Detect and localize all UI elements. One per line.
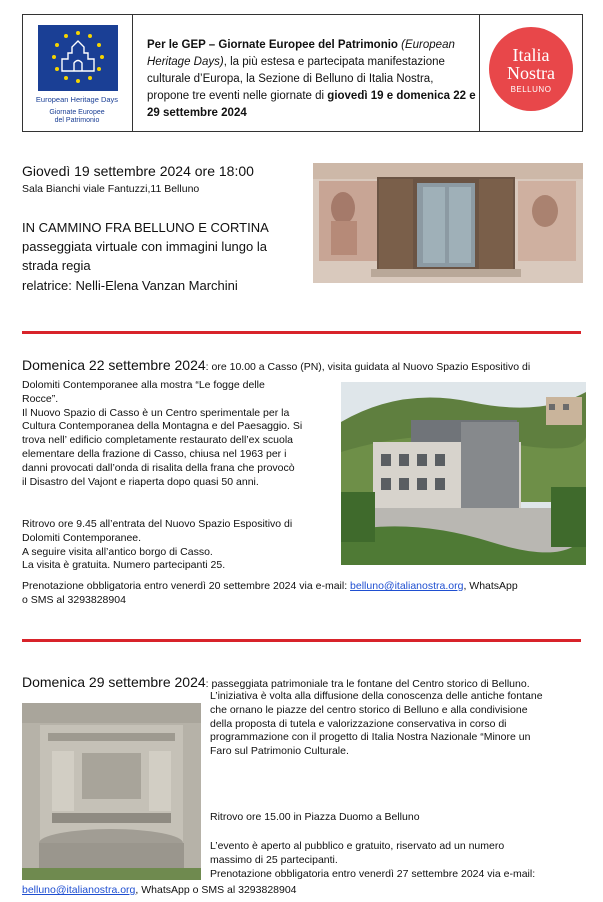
event2-email-link[interactable]: belluno@italianostra.org — [350, 580, 464, 592]
event2-line: danni provocati dall’onda di risalita della frana che provocò — [22, 461, 295, 474]
event1-subtitle-line2: strada regia — [22, 258, 91, 273]
event3-description — [210, 690, 590, 759]
section-divider-2 — [22, 639, 581, 642]
intro-bold-lead: Per le GEP – Giornate Europee del Patrimonio — [147, 39, 398, 51]
logo-text-italia: Italia — [512, 45, 550, 65]
event2-date: Domenica 22 settembre 2024 — [22, 357, 206, 373]
event3-booking: Prenotazione obbligatoria entro venerdì 27 settembre 2024 via e-mail: — [210, 868, 536, 880]
event3-email-link[interactable]: belluno@italianostra.org — [22, 884, 136, 896]
event3-line: programmazione con il progetto di Italia Nostra Nazionale “Minore un — [210, 731, 531, 744]
event2-line: Cultura Contemporanea della Montagna e del Paesaggio. Si — [22, 420, 303, 433]
event3-contact-tail: , WhatsApp o SMS al 3293828904 — [135, 884, 297, 896]
eu-caption-italian-1: Giornate Europee — [49, 109, 105, 116]
section-divider-1 — [22, 331, 581, 334]
european-heritage-days-logo — [38, 25, 118, 91]
header-box — [22, 14, 583, 132]
header-divider-left — [132, 15, 133, 131]
intro-italic: (European Heritage Days) — [147, 39, 455, 68]
logo-text-belluno: BELLUNO — [510, 85, 552, 94]
event2-booking-tail: , WhatsApp — [463, 580, 518, 592]
event2-meet-line: Dolomiti Contemporanee. — [22, 531, 142, 544]
event3-line: L’iniziativa è volta alla diffusione della conoscenza delle antiche fontane — [210, 690, 543, 702]
event2-meet-line: Ritrovo ore 9.45 all’entrata del Nuovo Spazio Espositivo di — [22, 518, 293, 530]
event2-line: il Disastro del Vajont e riaperta dopo quasi 50 anni. — [22, 475, 259, 488]
intro-bold-dates: giovedì 19 e domenica 22 e 29 settembre 2024 — [147, 90, 476, 119]
event2-line: trova nell’ edificio completamente restaurato dell’ex scuola — [22, 434, 294, 447]
event2-line: elementare della frazione di Casso, chiusa nel 1963 per i — [22, 447, 287, 460]
eu-caption-english: European Heritage Days — [35, 95, 119, 104]
event2-line: Il Nuovo Spazio di Casso è un Centro sperimentale per la — [22, 406, 290, 419]
event2-casso-building-photo — [341, 382, 586, 565]
event3-line: Faro sul Patrimonio Culturale. — [210, 745, 349, 758]
logo-text-nostra: Nostra — [507, 63, 555, 83]
event3-meeting: Ritrovo ore 15.00 in Piazza Duomo a Belluno — [210, 811, 420, 823]
event2-booking-text: Prenotazione obbligatoria entro venerdì 20 settembre 2024 via e-mail: — [22, 580, 348, 592]
event2-description — [22, 379, 340, 489]
event2-meet-line: La visita è gratuita. Numero partecipanti 25. — [22, 559, 226, 572]
event2-line: Dolomiti Contemporanee alla mostra “Le fogge delle — [22, 379, 265, 391]
event1-title: IN CAMMINO FRA BELLUNO E CORTINA — [22, 220, 269, 235]
event3-contact — [22, 884, 297, 898]
event1-date-time: Giovedì 19 settembre 2024 ore 18:00 — [22, 163, 254, 179]
eu-caption-italian-2: del Patrimonio — [54, 117, 100, 124]
event2-booking — [22, 580, 587, 594]
event3-date: Domenica 29 settembre 2024 — [22, 674, 206, 690]
event1-venue: Sala Bianchi viale Fantuzzi,11 Belluno — [22, 183, 200, 195]
event2-heading — [22, 357, 530, 375]
event3-open-line: L’evento è aperto al pubblico e gratuito, riservato ad un numero — [210, 840, 505, 852]
event1-speaker: relatrice: Nelli-Elena Vanzan Marchini — [22, 278, 238, 293]
event3-fountain-photo — [22, 703, 201, 880]
intro-body: , la più estesa e partecipata manifestazione culturale d’Europa, la Sezione di Belluno di Italia Nostra, propone tre eventi nelle giornate di — [147, 56, 445, 102]
event2-meet-line: A seguire visita all’antico borgo di Casso. — [22, 545, 213, 558]
event2-line: Rocce”. — [22, 392, 59, 405]
event2-lead: : ore 10.00 a Casso (PN), visita guidata al Nuovo Spazio Espositivo di — [205, 361, 531, 373]
header-intro — [147, 37, 477, 122]
event2-meeting-info — [22, 518, 340, 573]
header-divider-right — [479, 15, 480, 131]
event2-contact: o SMS al 3293828904 — [22, 594, 126, 606]
event3-line: che ornano le piazze del centro storico di Belluno e alla condivisione — [210, 703, 528, 716]
event1-window-fresco-photo — [313, 163, 583, 283]
italia-nostra-logo — [489, 27, 573, 111]
event3-lead: : passeggiata patrimoniale tra le fontane del Centro storico di Belluno. — [205, 678, 530, 690]
event1-subtitle-line1: passeggiata virtuale con immagini lungo la — [22, 239, 267, 254]
event3-line: della proposta di tutela e valorizzazione conservativa in corso di — [210, 717, 507, 730]
event3-open-info — [210, 840, 590, 868]
event3-open-line: massimo di 25 partecipanti. — [210, 853, 338, 866]
